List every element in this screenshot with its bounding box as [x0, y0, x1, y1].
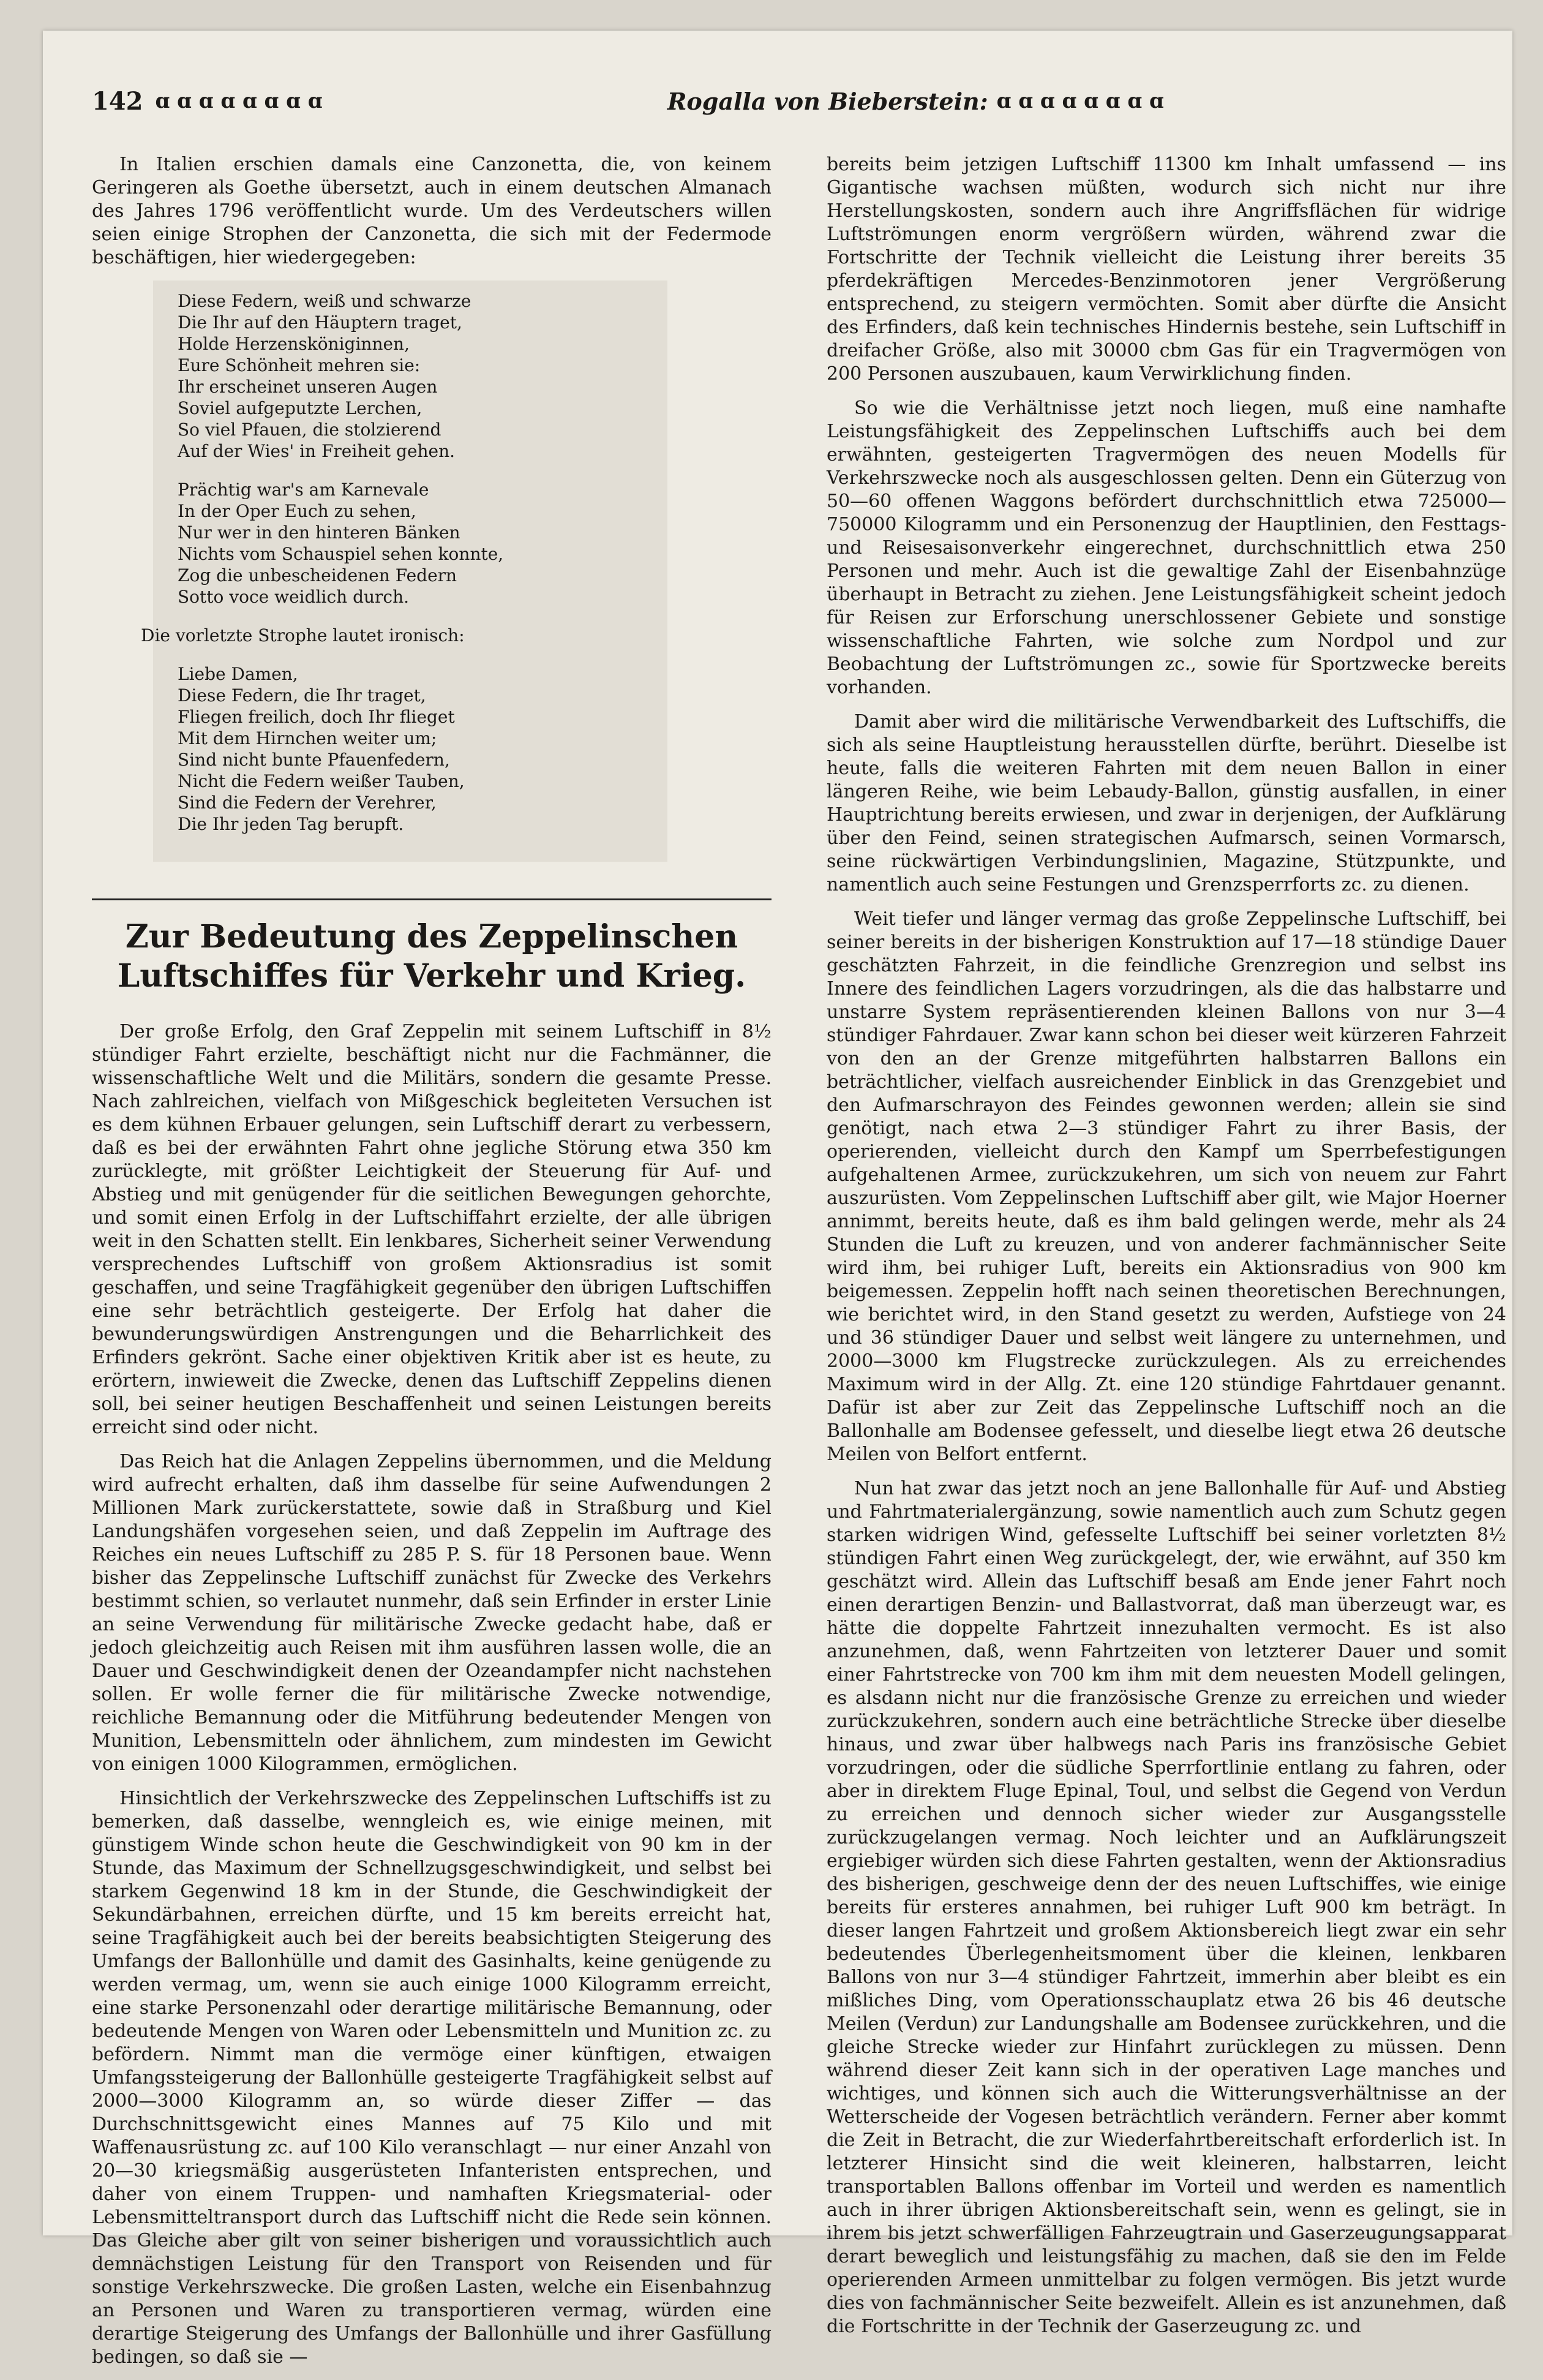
- right-column: [827, 153, 1506, 2349]
- poem-line: Ihr erscheinet unseren Augen: [178, 377, 438, 397]
- article-headline: Zur Bedeutung des Zeppelinschen Luftschiffes für Verkehr und Krieg.: [92, 898, 772, 996]
- poem-line: Nicht die Federn weißer Tauben,: [178, 771, 465, 791]
- running-head: Rogalla von Bieberstein:: [667, 87, 988, 115]
- poem-line: Diese Federn, weiß und schwarze: [178, 291, 471, 311]
- poem-stanza-3: [178, 663, 643, 835]
- poem-line: Soviel aufgeputzte Lerchen,: [178, 398, 422, 418]
- poem-line: Nichts vom Schauspiel sehen konnte,: [178, 544, 504, 564]
- poem-stanza-2: [178, 479, 643, 608]
- poem-line: In der Oper Euch zu sehen,: [178, 501, 416, 521]
- poem-line: Nur wer in den hinteren Bänken: [178, 522, 460, 543]
- poem-line: Holde Herzensköniginnen,: [178, 334, 410, 354]
- poem-line: Liebe Damen,: [178, 664, 298, 684]
- intro-paragraph: In Italien erschien damals eine Canzonetta, die, von keinem Geringeren als Goethe übersetzt, auch in einem deutschen Almanach des Jahres 1796 veröffentlicht wurde. Um des Verdeutschers willen seien einige Strophen der Canzonetta, die sich mit der Federmode beschäftigen, hier wiedergegeben:: [92, 154, 772, 268]
- left-column: [92, 153, 772, 2380]
- page: [43, 31, 1512, 2368]
- poem-line: Diese Federn, die Ihr traget,: [178, 685, 426, 706]
- poem-line: Zog die unbescheidenen Federn: [178, 565, 457, 586]
- article-paragraph-8: Nun hat zwar das jetzt noch an jene Ballonhalle für Auf- und Abstieg und Fahrtmaterialergänzung, sowie namentlich auch zum Schutz gegen starken widrigen Wind, gefesselte Luftschiff bei seiner vorletzten 8½ stündigen Fahrt einen Weg zurückgelegt, der, wie erwähnt, auf 350 km geschätzt wird. Allein das Luftschiff besaß am Ende jener Fahrt noch einen derartigen Benzin- und Ballastvorrat, daß man überzeugt war, es hätte die doppelte Fahrtzeit innezuhalten vermocht. Es ist also anzunehmen, daß, wenn Fahrtzeiten von letzterer Dauer und somit einer Fahrtstrecke von 700 km ihm mit dem neuesten Modell gelingen, es alsdann nicht nur die französische Grenze zu erreichen und wieder zurückzukehren, sondern auch eine beträchtliche Strecke über dieselbe hinaus, und zwar über halbwegs nach Paris ins französische Gebiet vorzudringen, oder die südliche Sperrfortlinie entlang zu fahren, oder aber in direktem Fluge Epinal, Toul, und selbst die Gegend von Verdun zu erreichen und dennoch sicher wieder zur Ausgangsstelle zurückzugelangen vermag. Noch leichter und an Aufklärungszeit ergiebiger würden sich diese Fahrten gestalten, wenn der Aktionsradius des bisherigen, geschweige denn der des neuen Luftschiffes, wie einige bereits für ersteres annahmen, bei ruhiger Luft 900 km beträgt. In dieser langen Fahrtzeit und großem Aktionsbereich liegt zwar ein sehr bedeutendes Überlegenheitsmoment über die kleinen, lenkbaren Ballons von nur 3—4 stündiger Fahrtzeit, immerhin aber bleibt es ein mißliches Ding, vom Operationsschauplatz etwa 26 bis 46 deutsche Meilen (Verdun) zur Landungshalle am Bodensee zurückkehren, und die gleiche Strecke wieder zur Hinfahrt zurücklegen zu müssen. Denn während dieser Zeit kann sich in der operativen Lage manches und wichtiges, und können sich auch die Witterungsverhältnisse an der Wetterscheide der Vogesen beträchtlich verändern. Ferner aber kommt die Zeit in Betracht, die zur Wiederfahrtbereitschaft erforderlich ist. In letzterer Hinsicht sind die weit kleineren, halbstarren, leicht transportablen Ballons offenbar im Vorteil und werden es namentlich auch in ihrer übrigen Aktionsbereitschaft sein, wenn es gelingt, sie in ihrem bis jetzt schwerfälligen Fahrzeugtrain und Gaserzeugungsapparat derart beweglich und leistungsfähig zu machen, daß sie den im Felde operierenden Armeen unmittelbar zu folgen vermögen. Bis jetzt wurde dies von fachmännischer Seite bezweifelt. Allein es ist anzunehmen, daß die Fortschritte in der Technik der Gaserzeugung zc. und: [827, 1478, 1506, 2337]
- poem-line: So viel Pfauen, die stolzierend: [178, 420, 441, 440]
- poem-line: Prächtig war's am Karnevale: [178, 480, 429, 500]
- poem-line: Die Ihr auf den Häuptern traget,: [178, 312, 462, 333]
- article-paragraph-6: Damit aber wird die militärische Verwendbarkeit des Luftschiffs, die sich als seine Hauptleistung herausstellen dürfte, berührt. Dieselbe ist heute, falls die weiteren Fahrten mit dem neuen Ballon in einer längeren Reihe, wie beim Lebaudy-Ballon, günstig ausfallen, in einer Hauptrichtung bereits erwiesen, und zwar in derjenigen, der Aufklärung über den Feind, seinen strategischen Aufmarsch, seinen Vormarsch, seine rückwärtigen Verbindungslinien, Magazine, Stützpunkte, und namentlich auch seine Festungen und Grenzsperrforts zc. zu dienen.: [827, 711, 1506, 895]
- header-ornament-left: ɑ ɑ ɑ ɑ ɑ ɑ ɑ ɑ: [155, 89, 323, 113]
- poem-block: [141, 281, 667, 862]
- poem-line: Mit dem Hirnchen weiter um;: [178, 728, 437, 748]
- article-paragraph-1: Der große Erfolg, den Graf Zeppelin mit seinem Luftschiff in 8½ stündiger Fahrt erzielte, beschäftigt nicht nur die Fachmänner, die wissenschaftliche Welt und die Militärs, sondern die gesamte Presse. Nach zahlreichen, vielfach von Mißgeschick begleiteten Versuchen ist es dem kühnen Erbauer gelungen, sein Luftschiff derart zu verbessern, daß es bei der erwähnten Fahrt ohne jegliche Störung etwa 350 km zurücklegte, mit größter Leichtigkeit der Steuerung für Auf- und Abstieg und mit genügender für die seitlichen Bewegungen gehorchte, und somit einen Erfolg in der Luftschiffahrt erzielte, der alle übrigen weit in den Schatten stellt. Ein lenkbares, Sicherheit seiner Verwendung versprechendes Luftschiff von großem Aktionsradius ist somit geschaffen, und seine Tragfähigkeit gegenüber den übrigen Luftschiffen eine sehr beträchtlich gesteigerte. Der Erfolg hat daher die bewunderungswürdigen Anstrengungen und die Beharrlichkeit des Erfinders gekrönt. Sache einer objektiven Kritik aber ist es heute, zu erörtern, inwieweit die Zwecke, denen das Luftschiff Zeppelins dienen soll, bei seiner heutigen Beschaffenheit und seinen Leistungen bereits erreicht sind oder nicht.: [92, 1021, 772, 1438]
- poem-line: Auf der Wies' in Freiheit gehen.: [178, 441, 456, 461]
- article-paragraph-2: Das Reich hat die Anlagen Zeppelins übernommen, und die Meldung wird aufrecht erhalten, daß ihm dasselbe für seine Aufwendungen 2 Millionen Mark zurückerstattete, sowie daß in Straßburg und Kiel Landungshäfen vorgesehen seien, und daß Zeppelin im Auftrage des Reiches ein neues Luftschiff zu 285 P. S. für 18 Personen baue. Wenn bisher das Zeppelinsche Luftschiff zunächst für Zwecke des Verkehrs bestimmt schien, so verlautet nunmehr, daß sein Erfinder in erster Linie an seine Verwendung für militärische Zwecke gedacht habe, daß er jedoch gleichzeitig auch Reisen mit ihm ausführen lassen wolle, die an Dauer und Geschwindigkeit denen der Ozeandampfer nicht nachstehen sollen. Er wolle ferner die für militärische Zwecke notwendige, reichliche Bemannung oder die Mitführung bedeutender Mengen von Munition, Lebensmitteln oder ähnlichem, zum mindesten im Gewicht von einigen 1000 Kilogrammen, ermöglichen.: [92, 1451, 772, 1775]
- poem-intro: Die vorletzte Strophe lautet ironisch:: [141, 625, 465, 646]
- article-paragraph-4: bereits beim jetzigen Luftschiff 11300 km Inhalt umfassend — ins Gigantische wachsen müßten, wodurch sich nicht nur ihre Herstellungskosten, sondern auch ihre Angriffsflächen für widrige Luftströmungen enorm vergrößern würden, während zwar die Fortschritte der Technik vielleicht die Leistung ihrer bereits 35 pferdekräftigen Mercedes-Benzinmotoren jener Vergrößerung entsprechend, zu steigern vermöchten. Somit aber dürfte die Ansicht des Erfinders, daß kein technisches Hindernis bestehe, sein Luftschiff in dreifacher Größe, also mit 30000 cbm Gas für ein Tragvermögen von 200 Personen auszubauen, kaum Verwirklichung finden.: [827, 154, 1506, 385]
- poem-stanza-1: [178, 290, 643, 462]
- article-paragraph-7: Weit tiefer und länger vermag das große Zeppelinsche Luftschiff, bei seiner bereits in der bisherigen Konstruktion auf 17—18 stündige Dauer geschätzten Fahrzeit, in die feindliche Grenzregion und selbst ins Innere des feindlichen Lagers vorzudringen, als die das halbstarre und unstarre System repräsentierenden kleinen Ballons von nur 3—4 stündiger Fahrdauer. Zwar kann schon bei dieser weit kürzeren Fahrzeit von den an der Grenze mitgeführten halbstarren Ballons ein beträchtlicher, vielfach ausreichender Einblick in das Grenzgebiet und den Aufmarschrayon des Feindes gewonnen werden; allein sie sind genötigt, nach etwa 2—3 stündiger Fahrt zu ihrer Basis, der operierenden, vielleicht durch den Kampf um Sperrbefestigungen aufgehaltenen Armee, zurückzukehren, um sich von neuem zur Fahrt auszurüsten. Vom Zeppelinschen Luftschiff aber gilt, wie Major Hoerner annimmt, bereits heute, daß es ihm bald gelingen werde, mehr als 24 Stunden die Luft zu kreuzen, und von anderer fachmännischer Seite wird ihm, bei ruhiger Luft, bereits ein Aktionsradius von 900 km beigemessen. Zeppelin hofft nach seinen theoretischen Berechnungen, wie berichtet wird, in den Stand gesetzt zu werden, Aufstiege von 24 und 36 stündiger Dauer und selbst weit längere zu unternehmen, und 2000—3000 km Flugstrecke zurückzulegen. Als zu erreichendes Maximum wird in der Allg. Zt. eine 120 stündige Fahrtdauer genannt. Dafür ist aber zur Zeit das Zeppelinsche Luftschiff noch an die Ballonhalle am Bodensee gefesselt, und dieselbe liegt etwa 26 deutsche Meilen von Belfort entfernt.: [827, 908, 1506, 1465]
- poem-line: Sotto voce weidlich durch.: [178, 587, 410, 607]
- page-number: 142: [92, 86, 143, 116]
- article-paragraph-3: Hinsichtlich der Verkehrszwecke des Zeppelinschen Luftschiffs ist zu bemerken, daß dasselbe, wenngleich es, wie einige meinen, mit günstigem Winde schon heute die Geschwindigkeit von 90 km in der Stunde, das Maximum der Schnellzugsgeschwindigkeit, und selbst bei starkem Gegenwind 18 km in der Stunde, die Geschwindigkeit der Sekundärbahnen, erreichen dürfte, und 15 km bereits erreicht hat, seine Tragfähigkeit auch bei der bereits beabsichtigten Steigerung des Umfangs der Ballonhülle und damit des Gasinhalts, keine genügende zu werden vermag, um, wenn sie auch einige 1000 Kilogramm erreicht, eine starke Personenzahl oder derartige militärische Bemannung, oder bedeutende Mengen von Waren oder Lebensmitteln und Munition zc. zu befördern. Nimmt man die vermöge einer künftigen, etwaigen Umfangssteigerung der Ballonhülle gesteigerte Tragfähigkeit selbst auf 2000—3000 Kilogramm an, so würde dieser Ziffer — das Durchschnittsgewicht eines Mannes auf 75 Kilo und mit Waffenausrüstung zc. auf 100 Kilo veranschlagt — nur einer Anzahl von 20—30 kriegsmäßig ausgerüsteten Infanteristen entsprechen, und daher von einem Truppen- und namhaften Kriegsmaterial- oder Lebensmitteltransport durch das Luftschiff nicht die Rede sein können. Das Gleiche aber gilt von seiner bisherigen und voraussichtlich auch demnächstigen Leistung für den Transport von Reisenden und für sonstige Verkehrszwecke. Die großen Lasten, welche ein Eisenbahnzug an Personen und Waren zu transportieren vermag, würden eine derartige Steigerung des Umfangs der Ballonhülle und ihrer Gasfüllung bedingen, so daß sie —: [92, 1788, 772, 2368]
- header-ornament-right: ɑ ɑ ɑ ɑ ɑ ɑ ɑ ɑ: [996, 89, 1164, 113]
- poem-line: Die Ihr jeden Tag berupft.: [178, 814, 404, 834]
- page-header: [92, 73, 1500, 129]
- poem-line: Eure Schönheit mehren sie:: [178, 355, 421, 375]
- poem-line: Sind nicht bunte Pfauenfedern,: [178, 750, 450, 770]
- poem-line: Fliegen freilich, doch Ihr flieget: [178, 707, 455, 727]
- poem-line: Sind die Federn der Verehrer,: [178, 793, 437, 813]
- article-paragraph-5: So wie die Verhältnisse jetzt noch liegen, muß eine namhafte Leistungsfähigkeit des Zeppelinschen Luftschiffs auch bei dem erwähnten, gesteigerten Tragvermögen des neuen Modells für Verkehrszwecke noch als ausgeschlossen gelten. Denn ein Güterzug von 50—60 offenen Waggons befördert durchschnittlich etwa 725000—750000 Kilogramm und ein Personenzug der Hauptlinien, den Festtags- und Reisesaisonverkehr eingerechnet, durchschnittlich etwa 250 Personen und mehr. Auch ist die gewaltige Zahl der Eisenbahnzüge überhaupt in Betracht zu ziehen. Jene Leistungsfähigkeit scheint jedoch für Reisen zur Erforschung unerschlossener Gebiete und sonstige wissenschaftliche Fahrten, wie solche zum Nordpol und zur Beobachtung der Luftströmungen zc., sowie für Sportzwecke bereits vorhanden.: [827, 397, 1506, 698]
